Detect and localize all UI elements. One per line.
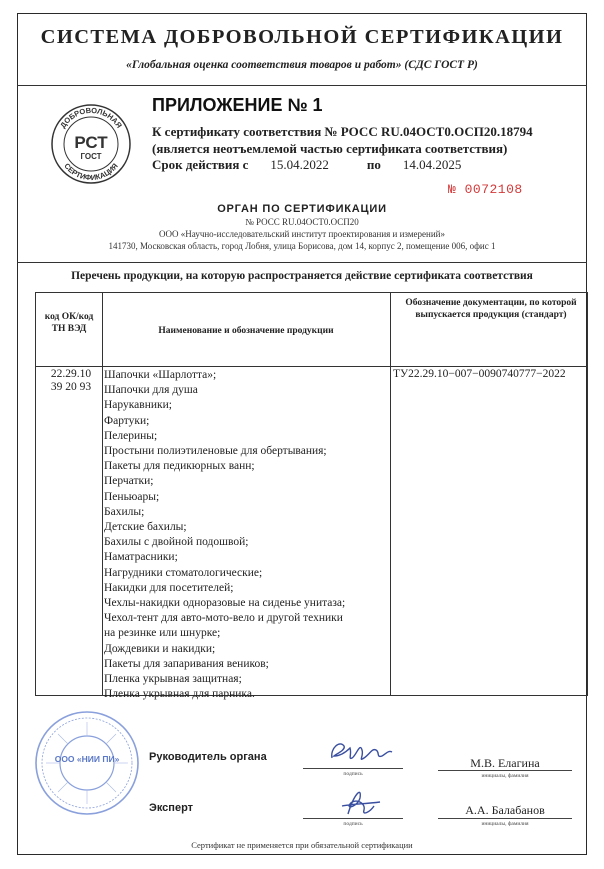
head-name-caption: инициалы, фамилия: [481, 773, 529, 779]
section-divider: [17, 262, 587, 263]
head-name: М.В. Елагина: [470, 756, 540, 770]
product-item: Нагрудники стоматологические;: [104, 566, 263, 579]
product-item: Наматрасники;: [104, 551, 178, 564]
expert-signature-caption: подпись: [343, 821, 363, 827]
svg-text:СЕРТИФИКАЦИЯ: [62, 161, 119, 182]
column-header-document: Обозначение документации, по которой выпускается продукция (стандарт): [405, 298, 577, 320]
expert-role-label: Эксперт: [149, 802, 194, 814]
certificate-line: К сертификату соответствия № РОСС RU.04ОСТ0.ОСП20.18794: [152, 124, 533, 139]
products-table: [35, 292, 588, 701]
column-header-code: код ОК/код ТН ВЭД: [44, 312, 94, 334]
code-tnved: 39 20 93: [50, 381, 92, 393]
round-seal-stamp-icon: [34, 710, 140, 816]
system-subtitle: «Глобальная оценка соответствия товаров и работ» (СДС ГОСТ Р): [126, 59, 478, 71]
expert-signature-line: [303, 818, 403, 819]
head-signature-caption: подпись: [343, 771, 363, 777]
product-item: Фартуки;: [104, 414, 150, 427]
product-item: Детские бахилы;: [104, 521, 187, 534]
validity-line: [152, 157, 461, 173]
valid-to-date: 14.04.2025: [402, 157, 462, 172]
product-item: Бахилы с двойной подошвой;: [104, 536, 249, 549]
product-item: Простыни полиэтиленовые для обертывания;: [104, 445, 327, 458]
expert-signature-icon: [336, 784, 386, 820]
code-cell: [42, 368, 100, 394]
product-item: Пелерины;: [104, 429, 158, 442]
expert-name-line: [438, 818, 572, 819]
product-item: Чехлы-накидки одноразовые на сиденье унитаза;: [104, 597, 346, 610]
product-item: Чехол-тент для авто-мото-вело и другой техники на резинке или шнурке;: [104, 612, 343, 640]
certification-logo-icon: [50, 103, 132, 185]
product-item: Шапочки «Шарлотта»;: [104, 369, 217, 381]
logo-bottom-text: СЕРТИФИКАЦИЯ: [62, 161, 120, 183]
head-signature-line: [303, 768, 403, 769]
certification-body-registration: № РОСС RU.04ОСТ0.ОСП20: [245, 217, 359, 227]
header-divider: [17, 85, 587, 86]
product-item: Бахилы;: [104, 505, 145, 518]
certification-body-organization: ООО «Научно-исследовательский институт проектирования и измерений»: [159, 229, 445, 239]
column-header-name: Наименование и обозначение продукции: [158, 326, 334, 336]
table-header-divider: [36, 366, 587, 367]
stamp-center-text: ООО «НИИ ПИ»: [54, 754, 120, 764]
expert-name-caption: инициалы, фамилия: [481, 821, 529, 827]
table-column-divider: [390, 293, 391, 695]
head-name-line: [438, 770, 572, 771]
valid-from-date: 15.04.2022: [270, 157, 329, 172]
serial-number: № 0072108: [448, 182, 523, 197]
product-item: Пакеты для запаривания веников;: [104, 657, 269, 670]
logo-mark: РСТ: [74, 133, 108, 152]
svg-text:ДОБРОВОЛЬНАЯ: [58, 106, 124, 130]
validity-label: Срок действия с: [152, 157, 249, 172]
product-item: Дождевики и накидки;: [104, 642, 216, 655]
product-item: Пакеты для педикюрных ванн;: [104, 460, 255, 473]
head-role-label: Руководитель органа: [149, 751, 267, 763]
table-column-divider: [102, 293, 103, 695]
document-standard: ТУ22.29.10−007−0090740777−2022: [393, 368, 566, 380]
certification-body-address: 141730, Московская область, город Лобня, улица Борисова, дом 14, корпус 2, помещение 006, офис 1: [108, 241, 496, 251]
appendix-title: ПРИЛОЖЕНИЕ № 1: [152, 95, 323, 115]
logo-mark-sub: ГОСТ: [80, 152, 102, 161]
logo-top-text: ДОБРОВОЛЬНАЯ: [58, 105, 124, 130]
product-item: Нарукавники;: [104, 399, 172, 412]
product-item: Накидки для посетителей;: [104, 581, 234, 594]
certification-body-title: ОРГАН ПО СЕРТИФИКАЦИИ: [217, 203, 387, 215]
product-item: Пленка укрывная для парника.: [104, 688, 255, 701]
integral-part-line: (является неотъемлемой частью сертификата соответствия): [152, 141, 508, 156]
expert-name: А.А. Балабанов: [465, 803, 545, 817]
products-heading: Перечень продукции, на которую распространяется действие сертификата соответствия: [71, 270, 533, 282]
code-ok: 22.29.10: [50, 368, 92, 380]
product-list: [104, 368, 389, 702]
validity-to-label: по: [366, 157, 381, 172]
product-item: Перчатки;: [104, 475, 154, 488]
product-item: Пеньюары;: [104, 490, 160, 503]
head-signature-icon: [326, 734, 396, 768]
footer-note: Сертификат не применяется при обязательной сертификации: [191, 840, 413, 850]
product-item: Шапочки для душа: [104, 384, 198, 397]
product-item: Пленка укрывная защитная;: [104, 673, 242, 686]
system-title: СИСТЕМА ДОБРОВОЛЬНОЙ СЕРТИФИКАЦИИ: [40, 26, 564, 48]
